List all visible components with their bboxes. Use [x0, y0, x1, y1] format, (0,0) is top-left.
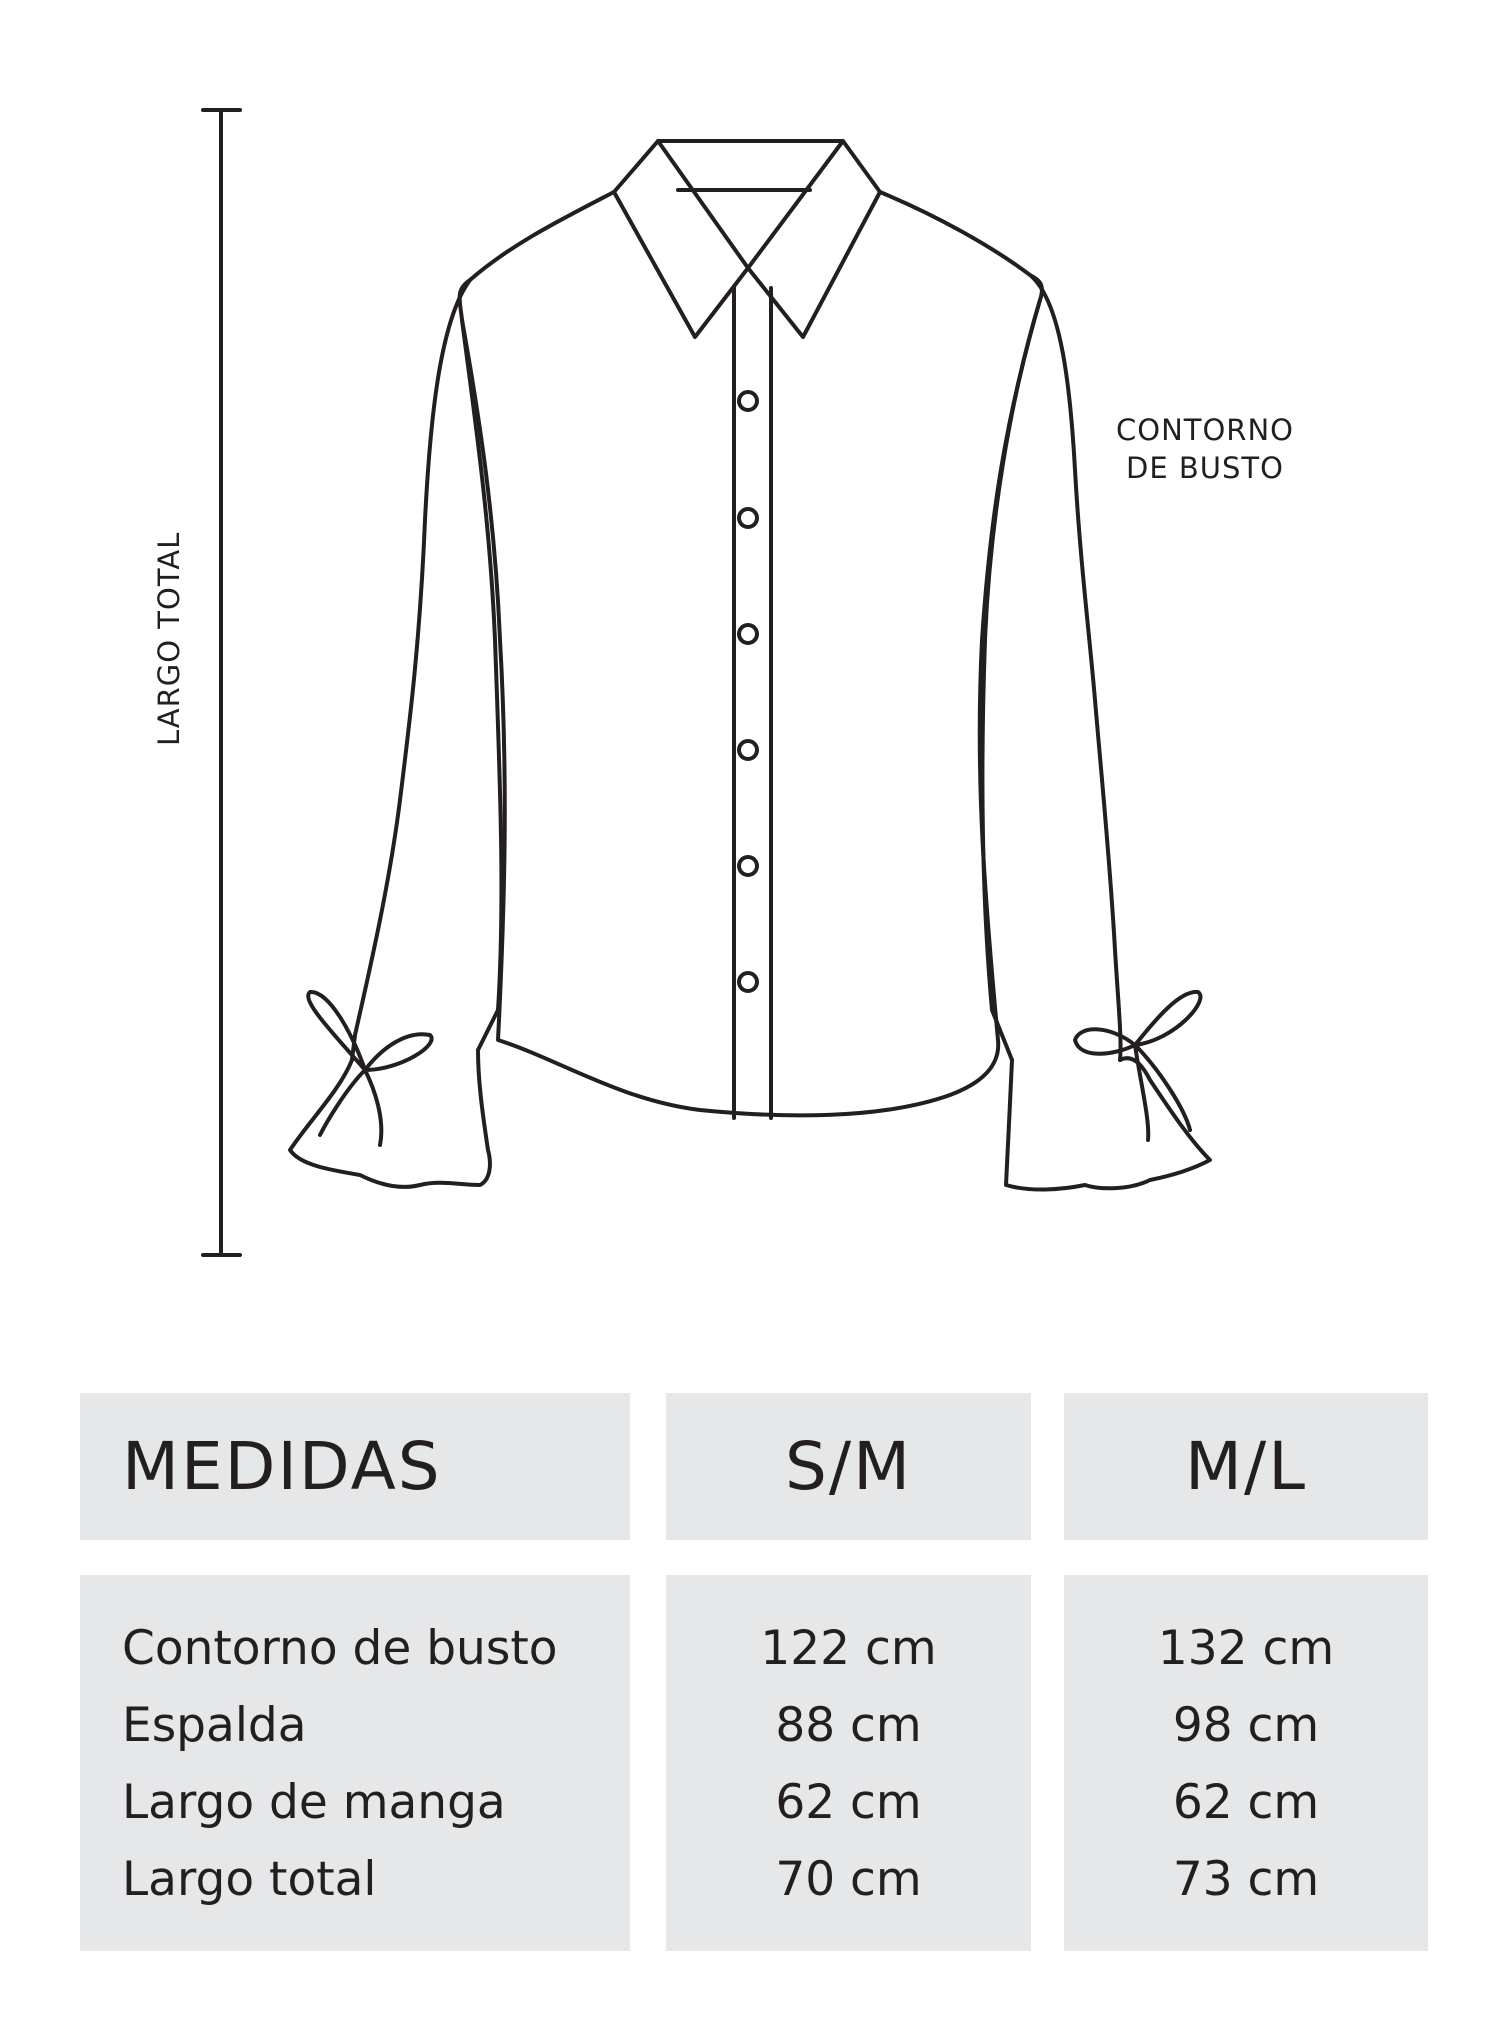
size-sm-value: 122 cm — [760, 1621, 937, 1676]
length-measure-bar — [203, 110, 240, 1255]
buttons — [739, 392, 757, 991]
right-cuff-ruffle — [1006, 1058, 1210, 1189]
button — [739, 625, 757, 643]
button — [739, 509, 757, 527]
size-sm-value: 62 cm — [775, 1775, 922, 1830]
left-cuff-ruffle — [290, 1050, 490, 1187]
header-size-ml-cell — [1064, 1393, 1428, 1540]
measure-label: Largo total — [122, 1852, 377, 1907]
size-ml-values-cell — [1064, 1575, 1428, 1951]
right-bow — [1075, 992, 1200, 1140]
length-label-text: LARGO TOTAL — [152, 531, 187, 747]
measure-label: Largo de manga — [122, 1775, 506, 1830]
measure-label: Espalda — [122, 1698, 307, 1753]
size-sm-values-cell — [666, 1575, 1031, 1951]
header-measures: MEDIDAS — [122, 1428, 442, 1505]
header-size-sm-cell — [666, 1393, 1031, 1540]
right-sleeve — [1030, 275, 1121, 1060]
length-label — [151, 389, 189, 889]
header-size-ml: M/L — [1185, 1428, 1307, 1505]
button — [739, 741, 757, 759]
size-ml-value: 73 cm — [1172, 1852, 1320, 1907]
bust-label-text: CONTORNO DE BUSTO — [1116, 413, 1294, 485]
bust-label — [1090, 412, 1320, 487]
shirt-placket — [734, 288, 771, 1118]
size-ml-value: 132 cm — [1157, 1621, 1335, 1676]
left-sleeve — [352, 280, 470, 1060]
size-sm-value: 88 cm — [775, 1698, 922, 1753]
button — [739, 392, 757, 410]
size-sm-value: 70 cm — [775, 1852, 922, 1907]
size-ml-value: 98 cm — [1172, 1698, 1320, 1753]
header-measures-cell — [80, 1393, 630, 1540]
measure-labels-cell — [80, 1575, 630, 1951]
size-ml-value: 62 cm — [1172, 1775, 1320, 1830]
measure-label: Contorno de busto — [122, 1621, 558, 1676]
header-size-sm: S/M — [784, 1428, 913, 1505]
button — [739, 973, 757, 991]
button — [739, 857, 757, 875]
left-bow — [308, 992, 431, 1145]
shirt-collar — [614, 141, 880, 337]
